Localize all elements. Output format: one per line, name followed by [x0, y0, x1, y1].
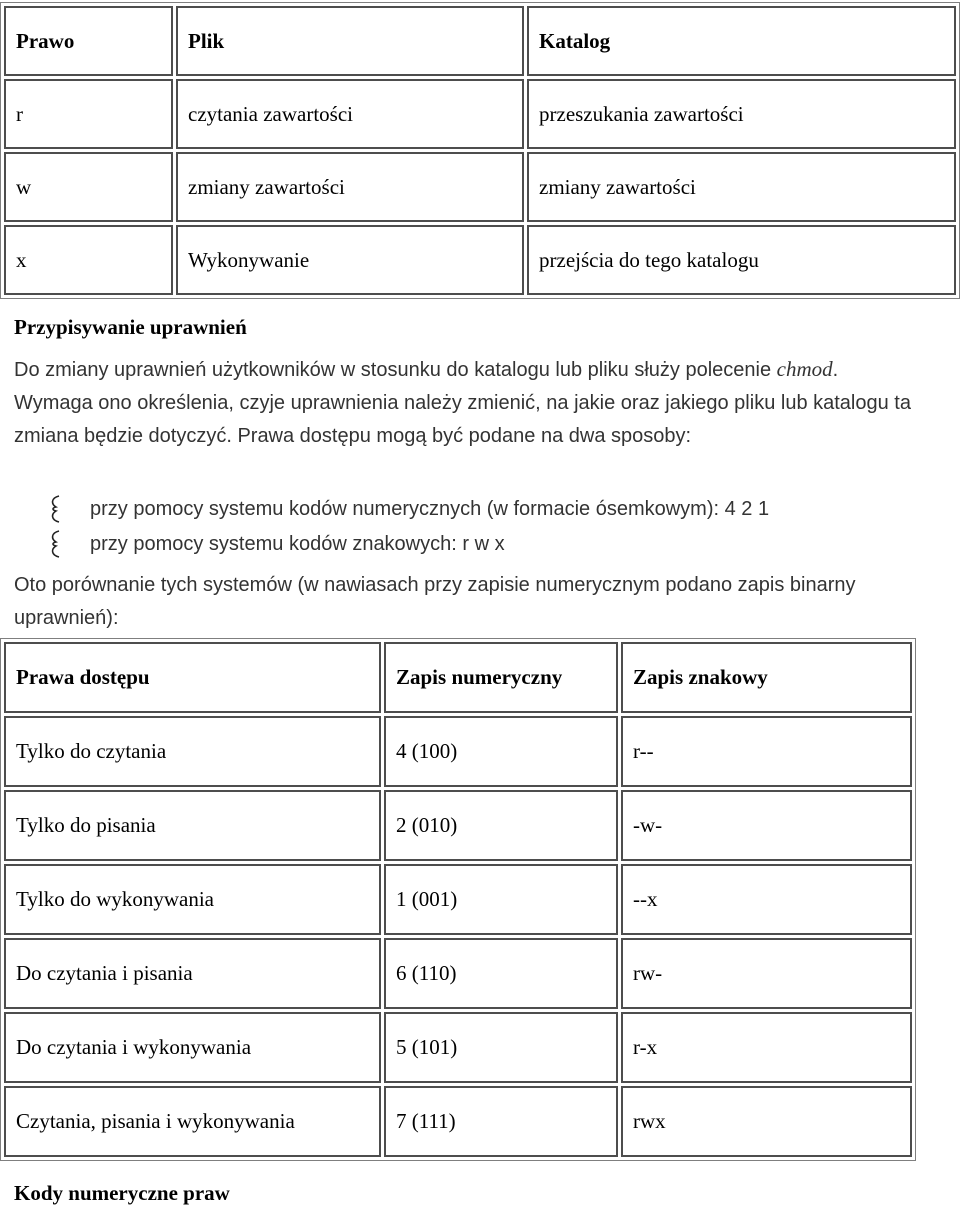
table-cell: rwx [621, 1086, 912, 1157]
table-cell: r [4, 79, 173, 149]
table-row [4, 152, 956, 222]
table-cell: przeszukania zawartości [527, 79, 956, 149]
table-cell: 2 (010) [384, 790, 618, 861]
table-row [4, 716, 912, 787]
table-cell: x [4, 225, 173, 295]
table-cell: Do czytania i pisania [4, 938, 381, 1009]
table-cell: przejścia do tego katalogu [527, 225, 956, 295]
section-heading: Kody numeryczne praw [14, 1181, 230, 1205]
table-row [4, 1012, 912, 1083]
list-item-text: przy pomocy systemu kodów znakowych: r w x [90, 533, 505, 555]
table-cell: Tylko do pisania [4, 790, 381, 861]
table-header-row [4, 6, 956, 76]
header-cell: Prawa dostępu [4, 642, 381, 713]
table-cell: Tylko do wykonywania [4, 864, 381, 935]
table-cell: 4 (100) [384, 716, 618, 787]
bullet-icon [46, 529, 64, 559]
command-name: chmod [776, 357, 833, 381]
table-cell: Do czytania i wykonywania [4, 1012, 381, 1083]
intro-paragraph [14, 353, 914, 453]
table-cell: --x [621, 864, 912, 935]
table-row [4, 864, 912, 935]
paragraph-text: . Wymaga ono określenia, czyje uprawnienia należy zmienić, na jakie oraz jakiego pliku lub katalogu ta zmiana będzie dotyczyć. Prawa dostępu mogą być podane na dwa sposoby: [14, 359, 911, 447]
table-cell: r-- [621, 716, 912, 787]
notation-table [0, 638, 916, 1161]
table-cell: czytania zawartości [176, 79, 524, 149]
table-cell: 6 (110) [384, 938, 618, 1009]
comparison-paragraph: Oto porównanie tych systemów (w nawiasach przy zapisie numerycznym podano zapis binarny uprawnień): [14, 574, 856, 629]
table-cell: 7 (111) [384, 1086, 618, 1157]
table-row [4, 1086, 912, 1157]
header-cell: Zapis numeryczny [384, 642, 618, 713]
section-heading: Przypisywanie uprawnień [14, 315, 247, 339]
header-cell: Zapis znakowy [621, 642, 912, 713]
bullet-icon [46, 494, 64, 524]
table-cell: 1 (001) [384, 864, 618, 935]
table-cell: 5 (101) [384, 1012, 618, 1083]
list-item-text: przy pomocy systemu kodów numerycznych (w formacie ósemkowym): 4 2 1 [90, 498, 770, 520]
header-cell: Katalog [527, 6, 956, 76]
table-cell: -w- [621, 790, 912, 861]
table-row [4, 79, 956, 149]
table-cell: Czytania, pisania i wykonywania [4, 1086, 381, 1157]
table-row [4, 225, 956, 295]
table-row [4, 790, 912, 861]
table-cell: Tylko do czytania [4, 716, 381, 787]
table-cell: zmiany zawartości [176, 152, 524, 222]
table-cell: zmiany zawartości [527, 152, 956, 222]
table-cell: w [4, 152, 173, 222]
paragraph-text: Do zmiany uprawnień użytkowników w stosunku do katalogu lub pliku służy polecenie [14, 359, 772, 381]
table-cell: rw- [621, 938, 912, 1009]
table-header-row [4, 642, 912, 713]
permissions-table [0, 2, 960, 299]
header-cell: Prawo [4, 6, 173, 76]
table-cell: r-x [621, 1012, 912, 1083]
header-cell: Plik [176, 6, 524, 76]
table-cell: Wykonywanie [176, 225, 524, 295]
table-row [4, 938, 912, 1009]
